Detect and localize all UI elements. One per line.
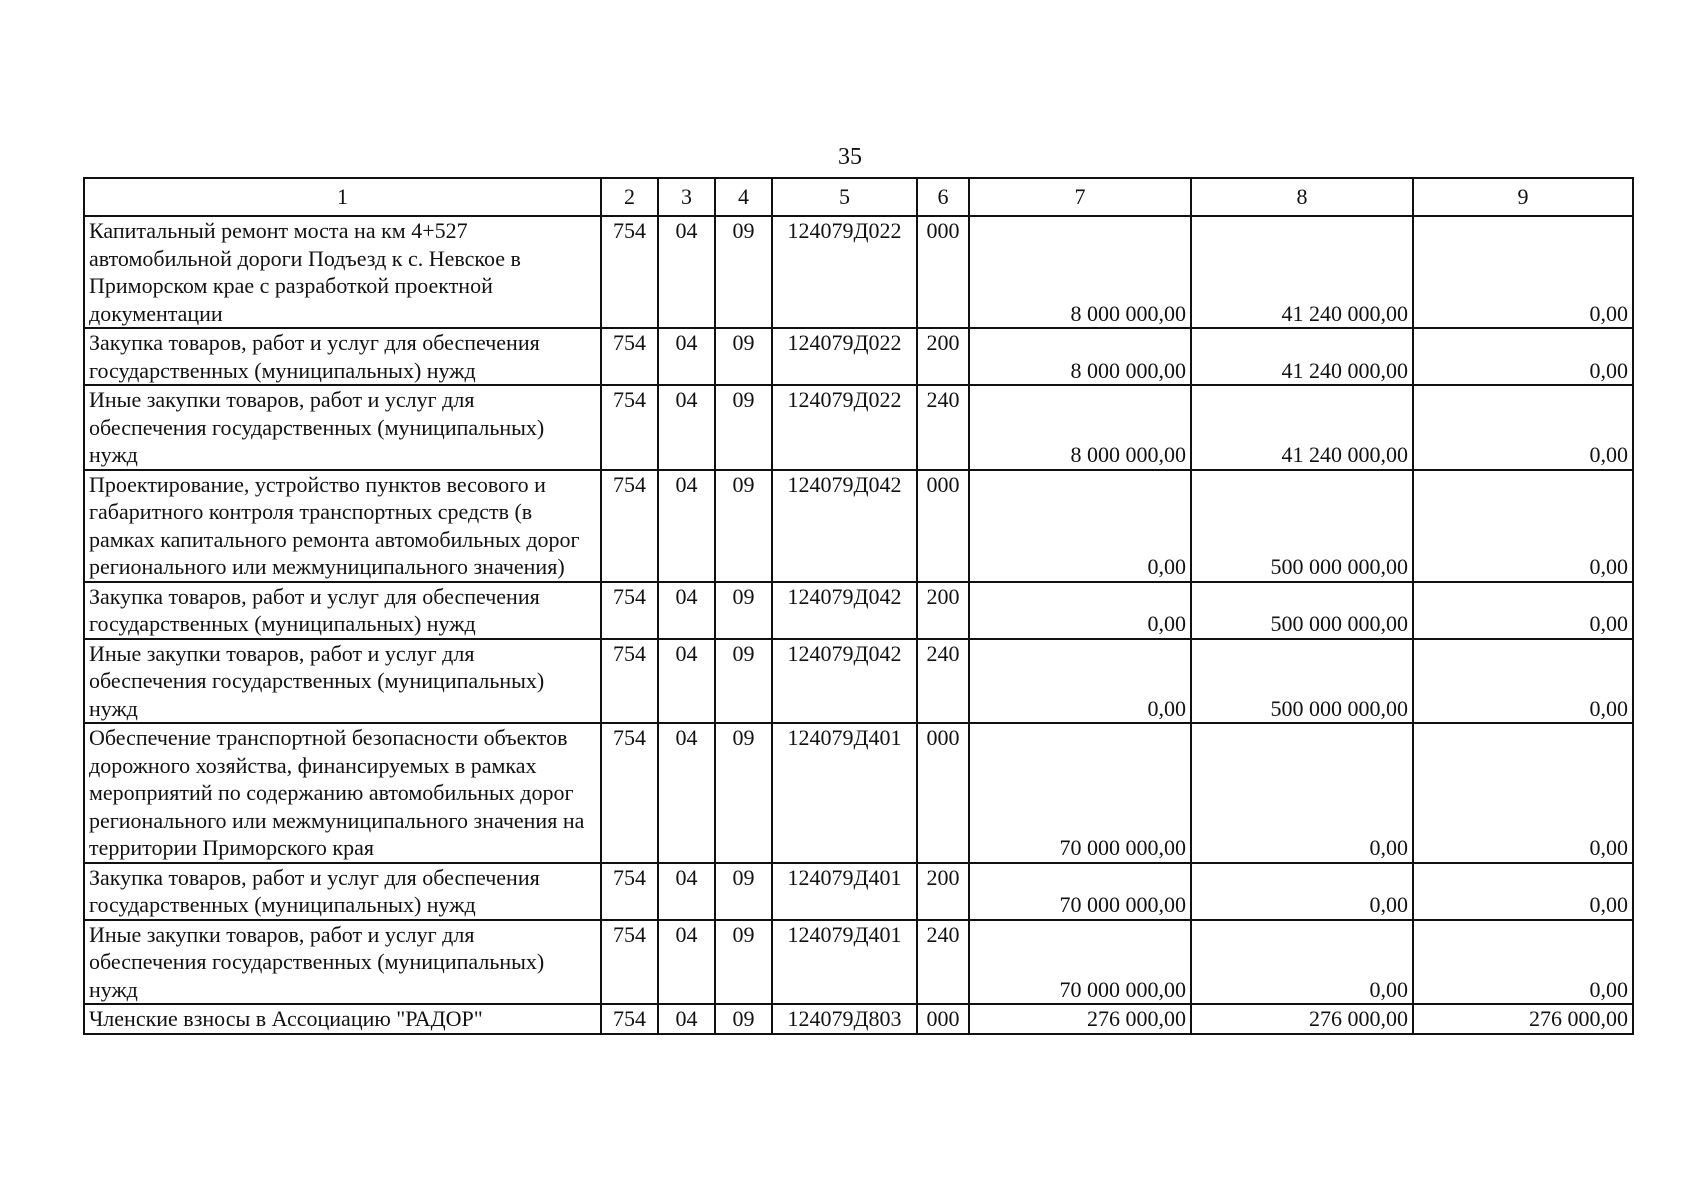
amount-col-7: 276 000,00 [969,1004,1191,1034]
code-section: 04 [658,639,715,724]
header-cell: 3 [658,178,715,216]
header-cell: 8 [1191,178,1413,216]
code-subsection: 09 [715,863,772,920]
table-row [84,639,1633,724]
table-row [84,385,1633,470]
code-expense-type: 000 [917,1004,969,1034]
code-ministry: 754 [601,863,658,920]
code-subsection: 09 [715,723,772,863]
amount-col-9: 0,00 [1413,328,1633,385]
header-cell: 1 [84,178,601,216]
item-name: Иные закупки товаров, работ и услуг для обеспечения государственных (муниципальных) нужд [84,920,601,1005]
amount-col-7: 0,00 [969,582,1191,639]
table-row [84,216,1633,328]
item-name: Иные закупки товаров, работ и услуг для обеспечения государственных (муниципальных) нужд [84,385,601,470]
amount-col-8: 500 000 000,00 [1191,639,1413,724]
item-name: Закупка товаров, работ и услуг для обеспечения государственных (муниципальных) нужд [84,582,601,639]
code-target-article: 124079Д401 [772,920,917,1005]
code-target-article: 124079Д022 [772,216,917,328]
item-name: Закупка товаров, работ и услуг для обеспечения государственных (муниципальных) нужд [84,328,601,385]
code-target-article: 124079Д022 [772,328,917,385]
code-expense-type: 200 [917,328,969,385]
code-subsection: 09 [715,582,772,639]
item-name: Проектирование, устройство пунктов весового и габаритного контроля транспортных средств (в рамках капитального ремонта автомобильных дорог регионального или межмуниципального значения) [84,470,601,582]
header-cell: 2 [601,178,658,216]
code-target-article: 124079Д042 [772,470,917,582]
code-expense-type: 240 [917,639,969,724]
code-expense-type: 240 [917,920,969,1005]
code-ministry: 754 [601,470,658,582]
code-ministry: 754 [601,920,658,1005]
amount-col-7: 0,00 [969,639,1191,724]
amount-col-7: 70 000 000,00 [969,920,1191,1005]
page-number: 35 [838,144,862,170]
table-row [84,920,1633,1005]
amount-col-9: 0,00 [1413,216,1633,328]
table-row [84,723,1633,863]
amount-col-9: 0,00 [1413,470,1633,582]
item-name: Обеспечение транспортной безопасности объектов дорожного хозяйства, финансируемых в рамках мероприятий по содержанию автомобильных дорог регионального или межмуниципального значения на территории Приморского края [84,723,601,863]
code-target-article: 124079Д042 [772,582,917,639]
code-ministry: 754 [601,216,658,328]
table-row [84,1004,1633,1034]
item-name: Иные закупки товаров, работ и услуг для обеспечения государственных (муниципальных) нужд [84,639,601,724]
amount-col-8: 500 000 000,00 [1191,470,1413,582]
amount-col-7: 8 000 000,00 [969,328,1191,385]
code-subsection: 09 [715,216,772,328]
code-expense-type: 200 [917,863,969,920]
amount-col-8: 276 000,00 [1191,1004,1413,1034]
amount-col-8: 41 240 000,00 [1191,328,1413,385]
code-expense-type: 000 [917,723,969,863]
amount-col-9: 0,00 [1413,385,1633,470]
code-expense-type: 000 [917,470,969,582]
code-expense-type: 200 [917,582,969,639]
code-target-article: 124079Д803 [772,1004,917,1034]
header-cell: 5 [772,178,917,216]
code-section: 04 [658,723,715,863]
budget-table [83,177,1634,1035]
amount-col-9: 0,00 [1413,863,1633,920]
code-section: 04 [658,1004,715,1034]
amount-col-7: 70 000 000,00 [969,723,1191,863]
amount-col-7: 0,00 [969,470,1191,582]
table-row [84,863,1633,920]
header-row [84,178,1633,216]
amount-col-9: 276 000,00 [1413,1004,1633,1034]
header-cell: 9 [1413,178,1633,216]
amount-col-9: 0,00 [1413,582,1633,639]
code-subsection: 09 [715,920,772,1005]
header-cell: 7 [969,178,1191,216]
code-section: 04 [658,920,715,1005]
code-ministry: 754 [601,385,658,470]
header-cell: 4 [715,178,772,216]
code-target-article: 124079Д401 [772,723,917,863]
amount-col-9: 0,00 [1413,920,1633,1005]
item-name: Членские взносы в Ассоциацию "РАДОР" [84,1004,601,1034]
amount-col-8: 0,00 [1191,920,1413,1005]
code-section: 04 [658,470,715,582]
amount-col-9: 0,00 [1413,723,1633,863]
amount-col-8: 500 000 000,00 [1191,582,1413,639]
amount-col-7: 8 000 000,00 [969,216,1191,328]
code-target-article: 124079Д042 [772,639,917,724]
header-cell: 6 [917,178,969,216]
code-ministry: 754 [601,1004,658,1034]
item-name: Капитальный ремонт моста на км 4+527 автомобильной дороги Подъезд к с. Невское в Приморском крае с разработкой проектной документации [84,216,601,328]
code-subsection: 09 [715,470,772,582]
item-name: Закупка товаров, работ и услуг для обеспечения государственных (муниципальных) нужд [84,863,601,920]
amount-col-8: 0,00 [1191,723,1413,863]
code-subsection: 09 [715,639,772,724]
code-subsection: 09 [715,328,772,385]
table-row [84,470,1633,582]
code-section: 04 [658,385,715,470]
code-subsection: 09 [715,1004,772,1034]
amount-col-8: 41 240 000,00 [1191,216,1413,328]
amount-col-9: 0,00 [1413,639,1633,724]
code-expense-type: 000 [917,216,969,328]
code-target-article: 124079Д022 [772,385,917,470]
code-subsection: 09 [715,385,772,470]
code-ministry: 754 [601,328,658,385]
code-section: 04 [658,582,715,639]
amount-col-8: 41 240 000,00 [1191,385,1413,470]
code-section: 04 [658,328,715,385]
code-ministry: 754 [601,582,658,639]
code-section: 04 [658,863,715,920]
code-ministry: 754 [601,639,658,724]
code-ministry: 754 [601,723,658,863]
amount-col-7: 70 000 000,00 [969,863,1191,920]
table-row [84,582,1633,639]
code-expense-type: 240 [917,385,969,470]
amount-col-8: 0,00 [1191,863,1413,920]
table-row [84,328,1633,385]
code-section: 04 [658,216,715,328]
amount-col-7: 8 000 000,00 [969,385,1191,470]
code-target-article: 124079Д401 [772,863,917,920]
